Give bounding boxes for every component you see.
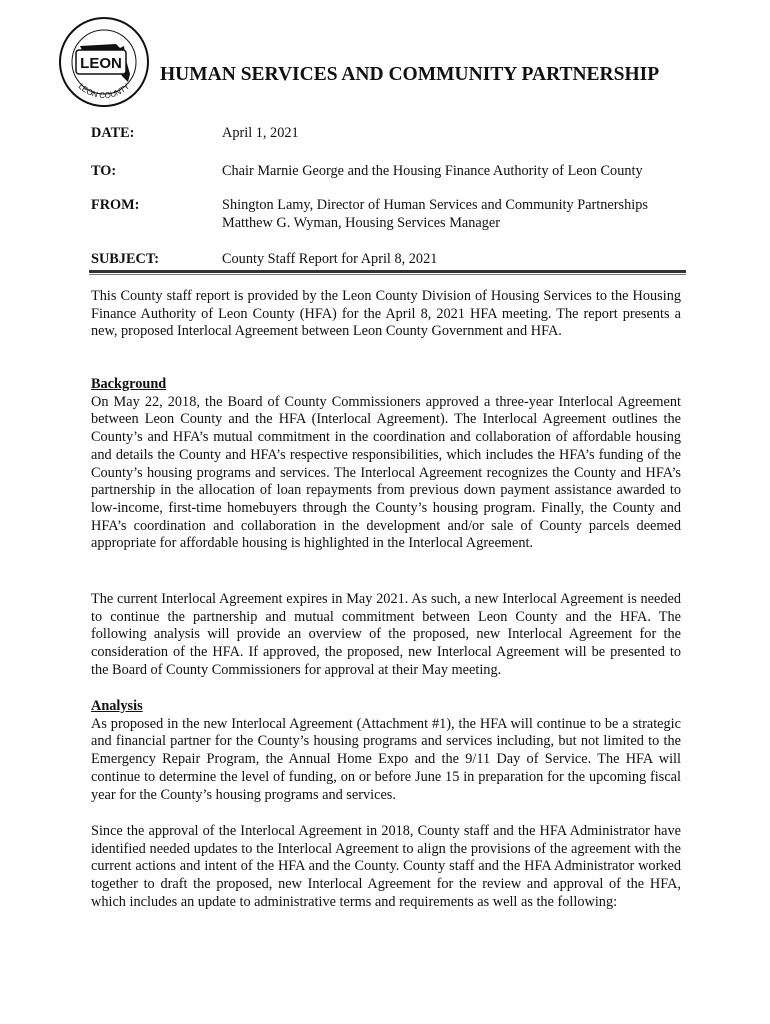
background-heading: Background [91,376,167,392]
subject-label: SUBJECT: [91,251,160,267]
background-paragraph-1: On May 22, 2018, the Board of County Commissioners approved a three-year Interlocal Agreement between Leon County and the HFA (Interlocal Agreement). The Interlocal Agreement outlines the County’s and HFA’s mutual commitment in the coordination and collaboration of affordable housing and details the County and HFA’s respective responsibilities, which includes the HFA’s funding of the County’s housing programs and services. The Interlocal Agreement recognizes the County and HFA’s partnership in the allocation of loan repayments from previous down payment assistance awarded to low-income, first-time homebuyers through the County’s housing program. Finally, the County and HFA’s coordination and collaboration in the development and/or sale of County parcels deemed appropriate for affordable housing is highlighted in the Interlocal Agreement. [91,393,681,552]
logo-ring-text: LEON COUNTY [76,81,132,101]
analysis-paragraph-2: Since the approval of the Interlocal Agreement in 2018, County staff and the HFA Administrator have identified needed updates to the Interlocal Agreement to align the provisions of the agreement with the current actions and intent of the HFA and the County. County staff and the HFA Administrator worked together to draft the proposed, new Interlocal Agreement for the review and approval of the HFA, which includes an update to administrative terms and requirements as well as the following: [91,823,681,910]
analysis-paragraph-1: As proposed in the new Interlocal Agreement (Attachment #1), the HFA will continue to be a strategic and financial partner for the County’s housing programs and services including, but not limited to the Emergency Repair Program, the Annual Home Expo and the 9/11 Day of Service. The HFA will continue to determine the level of funding, on or before June 15 in preparation for the upcoming fiscal year for the County’s housing programs and services. [91,715,681,803]
from-value-line2: Matthew G. Wyman, Housing Services Manager [222,215,501,231]
analysis-section [91,698,681,804]
intro-text: This County staff report is provided by the Leon County Division of Housing Services to the Housing Finance Authority of Leon County (HFA) for the April 8, 2021 HFA meeting. The report presents a new, proposed Interlocal Agreement between Leon County Government and HFA. [91,288,681,340]
analysis-section-2 [91,823,681,912]
leon-county-logo [58,16,150,108]
date-value: April 1, 2021 [222,125,299,141]
logo-text: LEON [80,55,122,72]
from-label: FROM: [91,197,140,213]
background-section [91,376,681,553]
memo-divider [89,270,686,273]
date-label: DATE: [91,125,135,141]
intro-paragraph [91,288,681,341]
county-seal-icon [58,16,150,108]
from-value-line1: Shington Lamy, Director of Human Services and Community Partnerships [222,197,648,213]
analysis-heading: Analysis [91,698,143,714]
to-value: Chair Marnie George and the Housing Finance Authority of Leon County [222,163,643,179]
memo-divider-thin [89,274,686,275]
page-title: HUMAN SERVICES AND COMMUNITY PARTNERSHIP [160,64,660,85]
to-label: TO: [91,163,117,179]
subject-value: County Staff Report for April 8, 2021 [222,251,438,267]
background-paragraph-2: The current Interlocal Agreement expires in May 2021. As such, a new Interlocal Agreement is needed to continue the partnership and mutual commitment between Leon County and the HFA. The following analysis will provide an overview of the proposed, new Interlocal Agreement for the consideration of the HFA. If approved, the proposed, new Interlocal Agreement will be presented to the Board of County Commissioners for approval at their May meeting. [91,591,681,678]
background-section-2 [91,591,681,680]
